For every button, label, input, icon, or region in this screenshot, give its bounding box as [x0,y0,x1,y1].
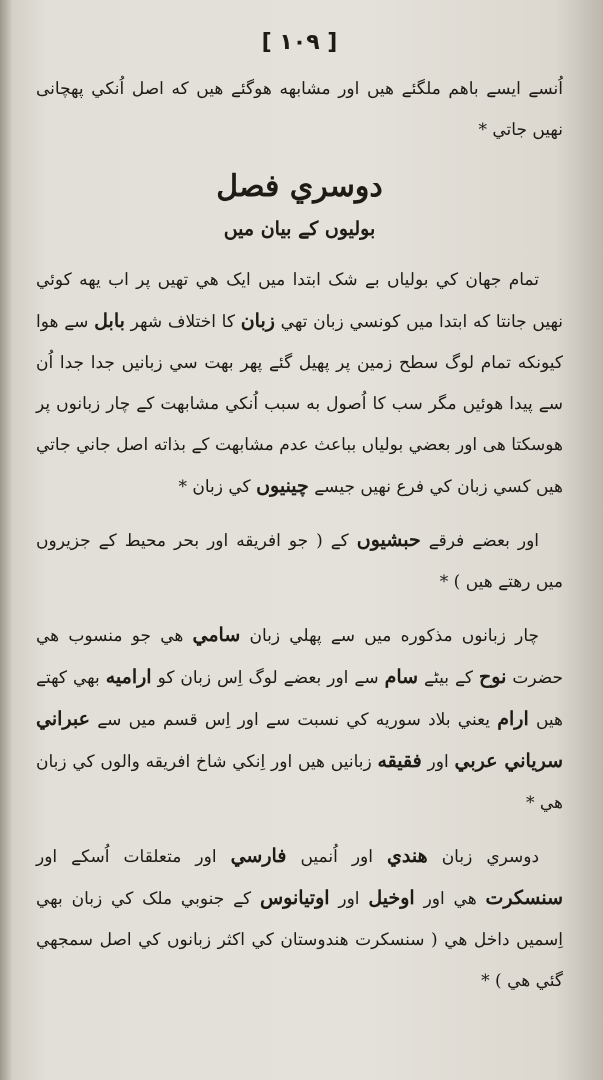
text-run: چار زبانوں مذکوره میں سے پهلي زبان [249,626,540,646]
intro-paragraph: اُنسے ایسے باهم ملگئے هیں اور مشابهه هوگئے هیں که اصل اُنکي پهچانی نهیں جاتي * [36,79,563,140]
page-content [36,30,563,1014]
keyword: سام [384,666,419,688]
keyword: هندي [387,845,428,867]
chapter-title: دوسري فصل [216,169,383,204]
keyword: ارامیه [105,666,152,688]
keyword: بابل [94,310,125,332]
text-run: اور بعضے فرقے [428,531,540,551]
body-paragraph-4 [36,836,563,1002]
body-paragraph-2 [36,520,563,603]
text-run: هي اور [423,889,477,909]
keyword: زبان [240,310,275,332]
keyword: عبراني سرياني عربي [36,708,564,772]
keyword: ارام [497,708,529,730]
keyword: حبشیوں [356,529,421,551]
keyword: اوخیل [368,887,415,909]
keyword: فارسي [230,845,287,867]
keyword: اوتیانوس [259,887,330,909]
text-run: اور [427,752,449,772]
text-run: یعني بلاد سوریه کي نسبت سے اور اِس قسم میں سے [97,710,491,730]
keyword: نوح [479,666,507,688]
text-run: هي جو منسوب هي حضرت [36,626,564,688]
text-run: کے ( جو افریقه اور بحر محیط کے جزیروں میں رهتے هیں ) * [36,531,563,592]
text-run: سے هوا کیونکه تمام لوگ سطح زمین پر پهیل گئے پهر بهت سي زبانیں جدا جدا اُن سے پیدا هوئیں مگر سب کا اُصول به سبب اُنکي مشابهت کے چار زبانوں پر هوسکتا هی اور بعضي بولیاں بباعث عدم مشابهت کے بذاته اصل جاني جاتي هیں کسي زبان کي فرع نهیں جیسے [36,312,563,497]
keyword: سامي [192,624,241,646]
body-paragraph-3 [36,615,563,824]
text-run: سے اور بعضے لوگ اِس زبان کو [157,668,379,688]
text-run: تمام جهان کي بولیاں بے شک ابتدا میں ایک هي تهیں پر اب یهه کوئي نهیں جانتا که ابتدا میں کونسي زبان تهي [36,270,564,332]
page-spine-shadow [0,0,12,1080]
section-title: بولیوں کے بیان میں [223,218,376,240]
text-run: دوسري زبان [441,847,540,867]
text-run: اور متعلقات اُسکے اور [36,847,217,867]
text-run: کا اختلاف شهر [130,312,235,332]
text-run: بهي کهتے هیں [36,668,564,730]
keyword: فقیقه [377,750,422,772]
text-run: کے بیٹے [424,668,474,688]
text-run: زبانیں هیں اور اِنکي شاخ افریقه والوں کي زبان هي * [36,752,563,813]
body-paragraph-1 [36,260,563,508]
page-number: [ ١٠٩ ] [261,30,338,55]
text-run: اور [338,889,360,909]
keyword: چینیوں [256,475,309,497]
text-run: کے جنوبي ملک کي زبان بهي اِسمیں داخل هي ( سنسکرت هندوستان کي اکثر زبانوں کي اصل سمجهي گئي هي ) * [36,889,563,991]
text-run: اور اُنمیں [300,847,373,867]
keyword: سنسکرت [485,887,563,909]
text-run: کي زبان * [178,477,251,497]
